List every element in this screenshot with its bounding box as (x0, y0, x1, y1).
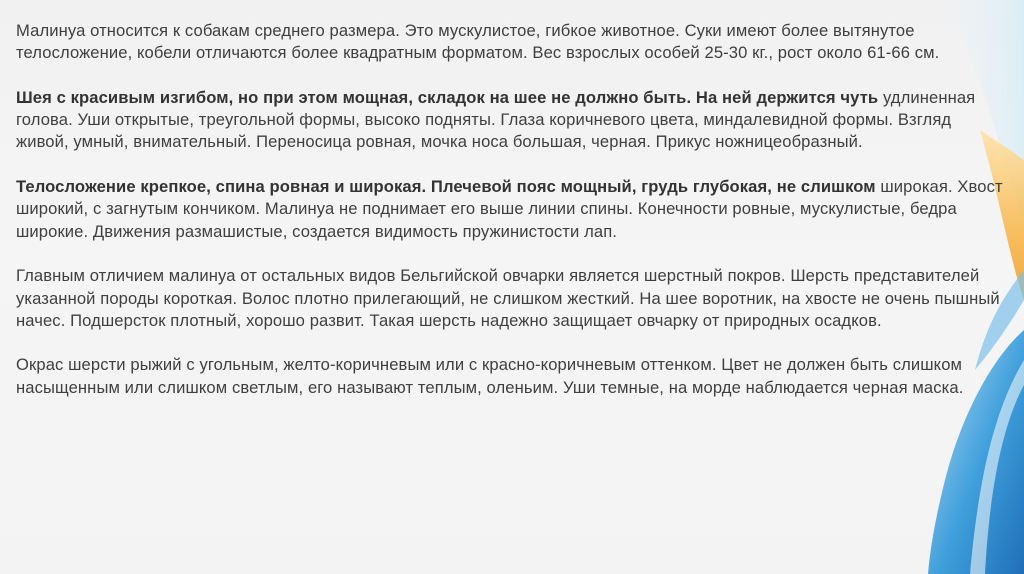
paragraph-text: Окрас шерсти рыжий с угольным, желто-коричневым или с красно-коричневым оттенком. Цвет не должен быть слишком насыщенным или слишком светлым, его называют теплым, оленьим. Уши темные, на морде наблюдается черная маска. (16, 355, 964, 397)
paragraph-bold: Шея с красивым изгибом, но при этом мощная, складок на шее не должно быть. На ней держится чуть (16, 87, 879, 107)
paragraph-coat (16, 265, 1006, 332)
body-text (16, 20, 1006, 399)
paragraph-bold: Телосложение крепкое, спина ровная и широкая. Плечевой пояс мощный, грудь глубокая, не слишком (16, 177, 876, 197)
paragraph-text: Главным отличием малинуа от остальных видов Бельгийской овчарки является шерстный покров. Шерсть представителей указанной породы короткая. Волос плотно прилегающий, не слишком жесткий. На шее воротник, на хвосте не очень пышный начес. Подшерсток плотный, хорошо развит. Такая шерсть надежно защищает овчарку от природных осадков. (16, 266, 1000, 330)
paragraph-neck-head (16, 87, 1006, 154)
paragraph-text: удлиненная голова. Уши открытые, треугольной формы, высоко подняты. Глаза коричневого цвета, миндалевидной формы. Взгляд живой, умный, внимательный. Переносица ровная, мочка носа большая, черная. Прикус ножницеобразный. (16, 87, 976, 152)
paragraph-color (16, 354, 1006, 399)
paragraph-text: Малинуа относится к собакам среднего размера. Это мускулистое, гибкое животное. Суки имеют более вытянутое телосложение, кобели отличаются более квадратным форматом. Вес взрослых особей 25-30 кг., рост около 61-66 см. (16, 21, 940, 63)
paragraph-body-build (16, 176, 1006, 243)
paragraph-text: широкая. Хвост широкий, с загнутым кончиком. Малинуа не поднимает его выше линии спины. Конечности ровные, мускулистые, бедра широкие. Движения размашистые, создается видимость пружинистости лап. (16, 177, 1003, 241)
paragraph-size (16, 20, 1006, 65)
